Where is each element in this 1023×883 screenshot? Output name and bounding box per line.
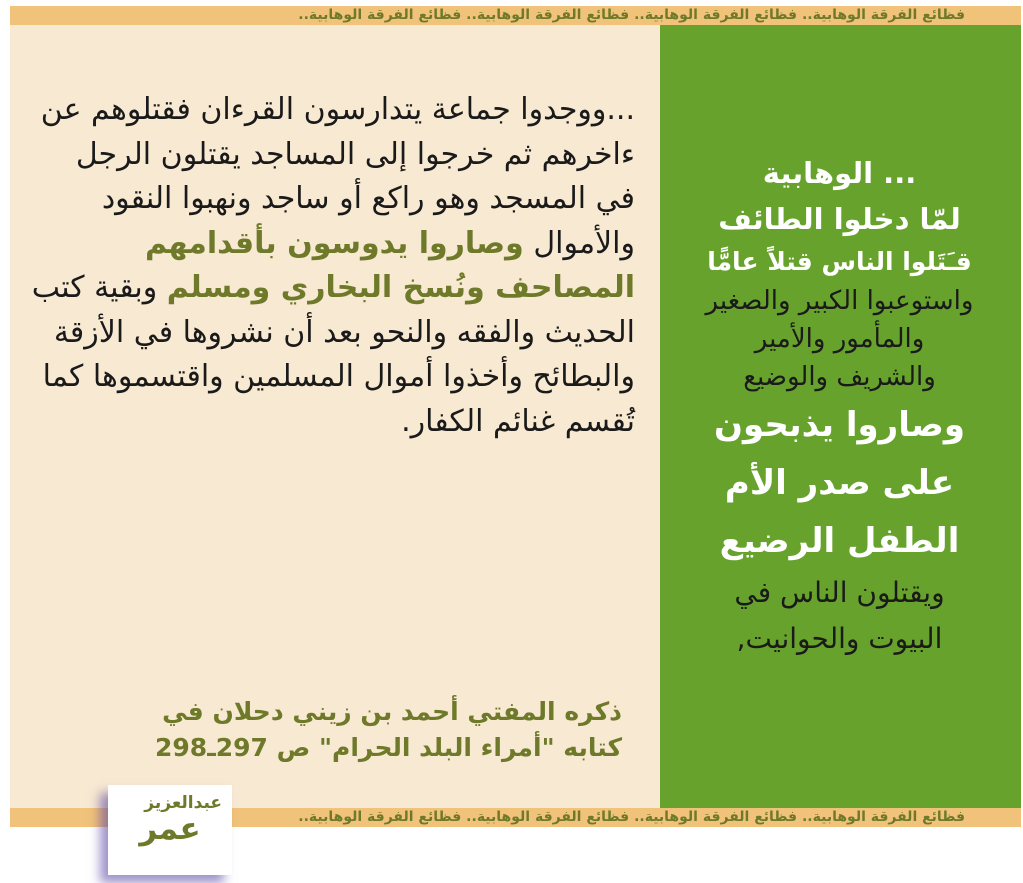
logo-last-name: عمر bbox=[139, 811, 201, 847]
green-line-2: لمّا دخلوا الطائف bbox=[718, 202, 961, 236]
logo-first-name: عبدالعزيز bbox=[144, 793, 222, 813]
green-line-11: البيوت والحوانيت, bbox=[736, 622, 943, 655]
green-line-10: ويقتلون الناس في bbox=[734, 576, 945, 609]
top-banner-strip bbox=[10, 6, 1021, 25]
green-line-7: وصاروا يذبحون bbox=[714, 405, 965, 445]
author-logo bbox=[108, 785, 232, 875]
green-line-4: واستوعبوا الكبير والصغير bbox=[705, 286, 974, 316]
top-banner-text: فظائع الفرقة الوهابية.. فظائع الفرقة الوهابية.. فظائع الفرقة الوهابية.. فظائع الفرقة الوهابية.. bbox=[298, 7, 965, 23]
green-line-5: والمأمور والأمير bbox=[754, 324, 925, 354]
green-line-8: على صدر الأم bbox=[724, 463, 955, 503]
green-line-1: ... الوهابية bbox=[762, 156, 917, 190]
quote-text bbox=[30, 88, 635, 444]
green-line-6: والشريف والوضيع bbox=[743, 362, 936, 392]
quote-part2: وبقية كتب الحديث والفقه والنحو بعد أن نشروها في الأزقة والبطائح وأخذوا أموال المسلمين واقتسموها كما تُقسم غنائم الكفار. bbox=[31, 270, 635, 439]
green-line-3: قـَتَلوا الناس قتلاً عامًّا bbox=[707, 247, 972, 276]
green-line-9: الطفل الرضيع bbox=[719, 521, 960, 561]
bottom-banner-text: فظائع الفرقة الوهابية.. فظائع الفرقة الوهابية.. فظائع الفرقة الوهابية.. فظائع الفرقة الوهابية.. bbox=[298, 809, 965, 825]
source-line-2: كتابه "أمراء البلد الحرام" ص 297ـ298 bbox=[155, 733, 622, 762]
source-citation bbox=[30, 694, 622, 766]
green-panel-text bbox=[672, 150, 1007, 662]
quote-part1: ...ووجدوا جماعة يتدارسون القرءان فقتلوهم عن ءاخرهم ثم خرجوا إلى المساجد يقتلون الرجل في المسجد وهو راكع أو ساجد ونهبوا النقود والأموال bbox=[40, 92, 635, 261]
quote-highlight: وصاروا يدوسون بأقدامهم المصاحف ونُسخ البخاري ومسلم bbox=[144, 225, 635, 305]
source-line-1: ذكره المفتي أحمد بن زيني دحلان في bbox=[162, 697, 622, 726]
